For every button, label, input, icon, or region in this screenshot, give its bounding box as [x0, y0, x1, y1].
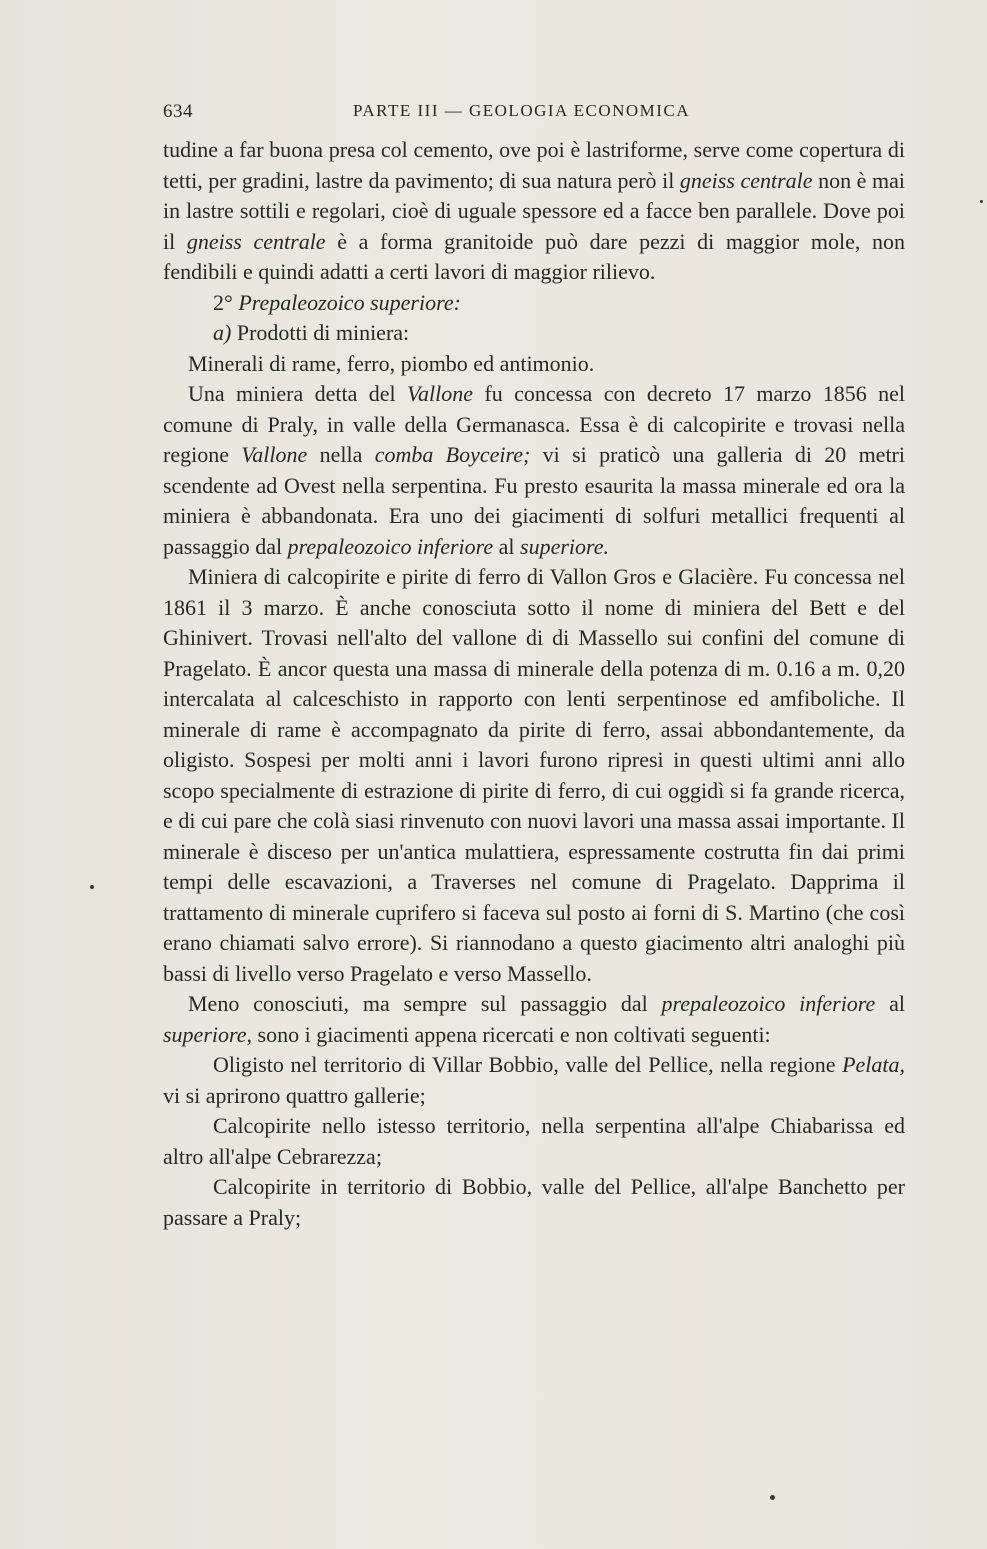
section-title: Prepaleozoico superiore:	[238, 289, 461, 315]
text-run: vi si praticò una galleria di 20 metri scendente ad Ovest nella serpentina. Fu presto esaurita la massa minerale ed ora la miniera è abbandonata. Era uno dei giacimenti di solfuri metallici frequenti al passaggio dal	[163, 442, 905, 559]
text-run: Oligisto nel territorio di Villar Bobbio, valle del Pellice, nella regione	[213, 1052, 843, 1077]
paragraph-chiabarissa: Calcopirite nello istesso territorio, nella serpentina all'alpe Chiabarissa ed altro all'alpe Cebrarezza;	[163, 1113, 905, 1169]
text-run: al	[493, 533, 521, 559]
scan-speck	[770, 1495, 775, 1500]
page-header	[163, 101, 905, 127]
italic-term: Pelata,	[842, 1052, 905, 1077]
italic-term: gneiss centrale	[679, 167, 813, 193]
subsection-label: a)	[213, 320, 232, 345]
italic-term: superiore.	[520, 533, 610, 559]
page-body	[163, 135, 905, 1233]
paragraph-minerals: Minerali di rame, ferro, piombo ed antimonio.	[188, 350, 595, 376]
paragraph-gneiss	[163, 135, 905, 288]
text-run: vi si aprirono quattro gallerie;	[163, 1082, 426, 1108]
italic-term: Vallone	[407, 381, 474, 406]
page-number: 634	[163, 101, 193, 122]
text-run: è a forma granitoide può dare pezzi di maggior mole, non fendibili e quindi adatti a certi lavori di maggior rilievo.	[163, 228, 905, 284]
section-number: 2°	[213, 289, 233, 315]
scan-speck	[980, 200, 983, 203]
text-run: non è mai in lastre sottili e regolari, cioè di uguale spessore ed a facce ben parallele. Dove poi il	[163, 167, 905, 254]
paragraph-vallon-gros: Miniera di calcopirite e pirite di ferro di Vallon Gros e Glacière. Fu concessa nel 1861 il 3 marzo. È anche conosciuta sotto il nome di miniera del Bett e del Ghinivert. Trovasi nell'alto del vallone di di Massello sui confini del comune di Pragelato. È ancor questa una massa di minerale della potenza di m. 0.16 a m. 0,20 intercalata al calceschisto in rapporto con lenti serpentinose ed amfiboliche. Il minerale di rame è accompagnato da pirite di ferro, assai abbondantemente, da oligisto. Sospesi per molti anni i lavori furono ripresi in questi ultimi anni allo scopo specialmente di estrazione di pirite di ferro, di cui oggidì si fa grande ricerca, e di cui pare che colà siasi rinvenuto con nuovi lavori una massa assai importante. Il minerale è disceso per un'antica mulattiera, espressamente costrutta fin dai primi tempi delle escavazioni, a Traverses nel comune di Pragelato. Dapprima il trattamento di minerale cuprifero si faceva sul posto ai forni di S. Martino (che così erano chiamati salvo errore). Si riannodano a questo giacimento altri analoghi più bassi di livello verso Pragelato e verso Massello.	[163, 564, 905, 986]
section-heading	[163, 288, 905, 319]
italic-term: superiore,	[163, 1021, 253, 1047]
paragraph-meno-conosciuti	[163, 989, 905, 1050]
paragraph-banchetto: Calcopirite in territorio di Bobbio, valle del Pellice, all'alpe Banchetto per passare a Praly;	[163, 1174, 905, 1230]
paragraph-vallone	[163, 379, 905, 562]
italic-term: comba Boyceire;	[374, 442, 531, 467]
subsection-heading	[163, 318, 905, 349]
text-run: Una miniera detta del	[188, 381, 408, 406]
italic-term: gneiss centrale	[186, 228, 326, 254]
running-head: PARTE III — GEOLOGIA ECONOMICA	[353, 101, 691, 120]
italic-term: Vallone	[241, 442, 308, 467]
text-run: nella	[307, 442, 375, 467]
text-run: fu concessa con decreto 17 marzo 1856 nel comune di Praly, in valle della Germanasca. Essa è di calcopirite e trovasi nella regione	[163, 381, 905, 467]
scan-speck	[90, 885, 94, 889]
italic-term: prepaleozoico inferiore	[287, 533, 494, 559]
text-run: Meno conosciuti, ma sempre sul passaggio dal	[188, 991, 662, 1016]
paragraph-oligisto	[163, 1050, 905, 1111]
text-run: tudine a far buona presa col cemento, ove poi è lastriforme, serve come copertura di tetti, per gradini, lastre da pavimento; di sua natura però il	[163, 137, 905, 193]
subsection-title: Prodotti di miniera:	[231, 320, 410, 345]
text-run: sono i giacimenti appena ricercati e non coltivati seguenti:	[252, 1021, 771, 1047]
text-run: al	[875, 991, 905, 1016]
italic-term: prepaleozoico inferiore	[661, 991, 876, 1016]
